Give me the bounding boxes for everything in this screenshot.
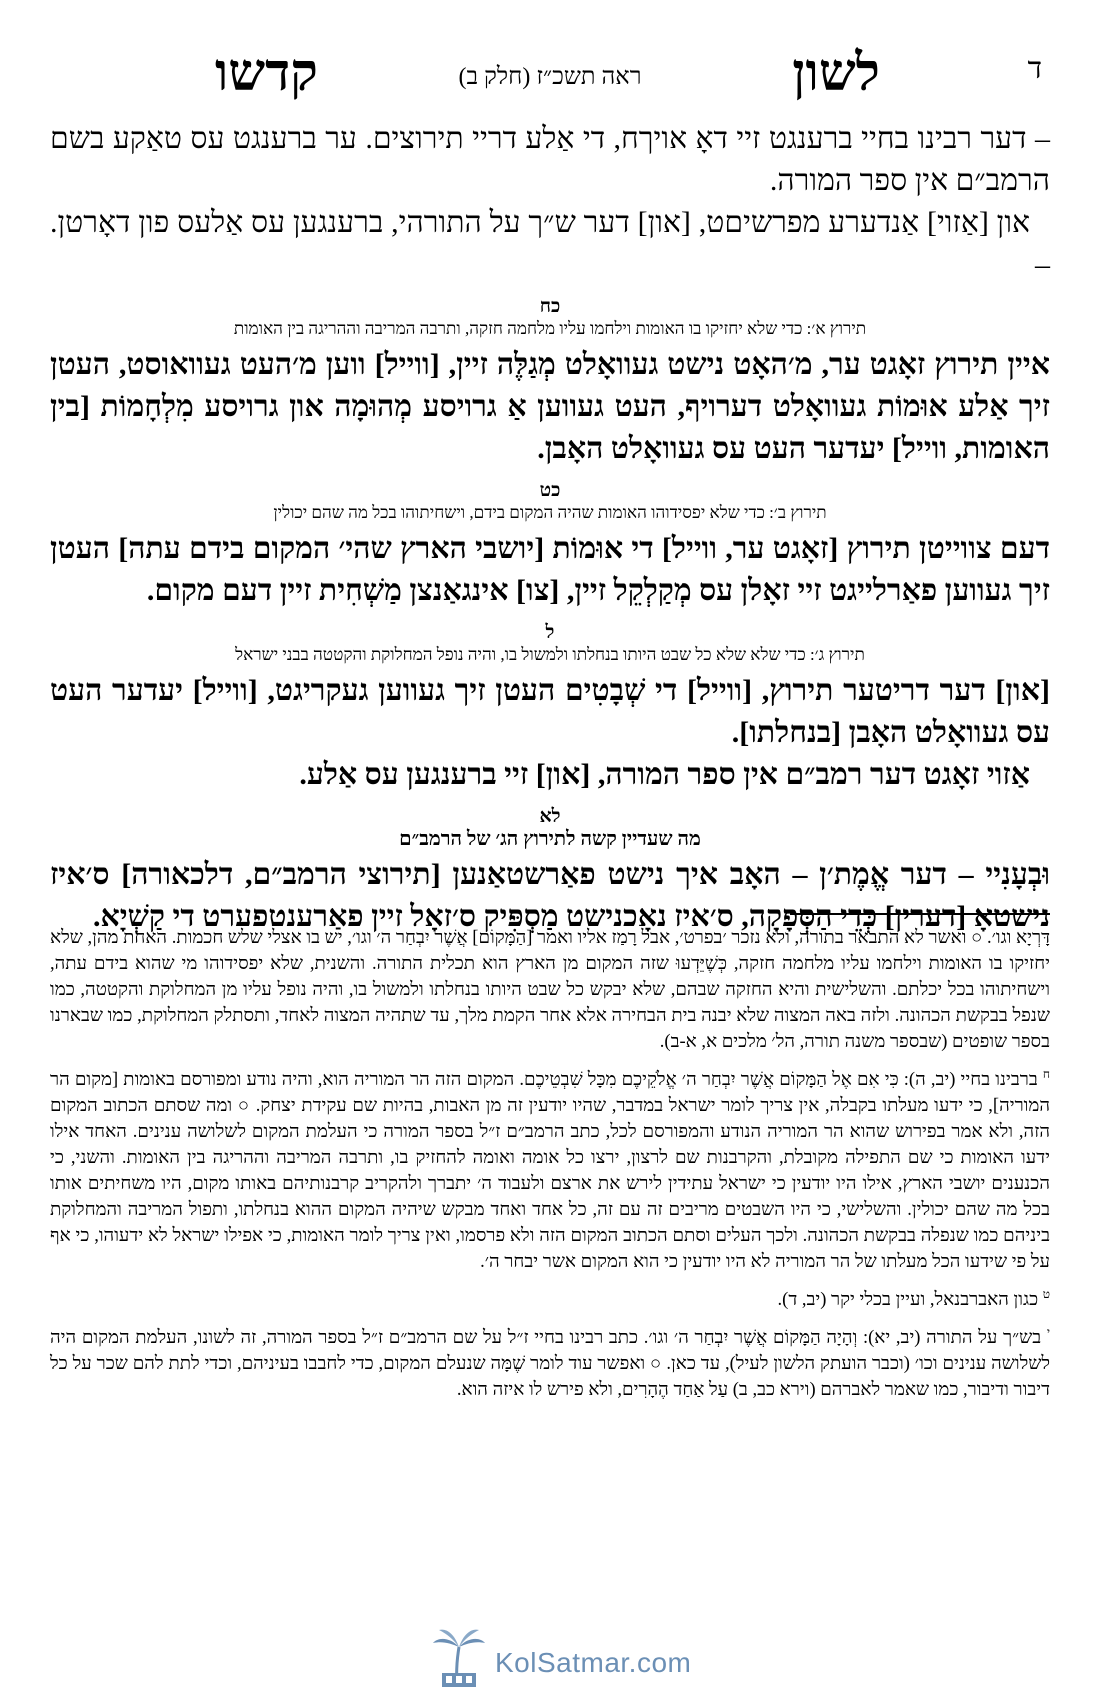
section-mark-29: כט [539,480,561,501]
palm-tree-icon [430,1625,488,1689]
section-text-30-cont: אַזוי זאָגט דער רמב״ם אין ספר המורה, [און] זיי ברענגען עס אַלע. [299,758,1030,791]
footnotes [50,925,1050,1409]
footnote-marker: ט [1042,1287,1050,1302]
section-mark-31: לא [539,806,561,827]
footnote-marker: ח [1042,1067,1051,1081]
section-text-31: וּבְעָנִיי – דער אֱמֶת׳ן – האָב איך נישט פאַרשטאַנען [תירוצי הרמב״ם, דלכאורה] ס׳איז נישטאָ [דערין] כְּדֵי הַסְּפָקָה, ס׳איז נאָכנישט מַסְפִּיק ס׳זאָל זיין פאַרענטפערט די קַשְׁיָא. [50,858,1050,933]
section-text-30: [און] דער דריטער תירוץ, [ווייל] די שְׁבָטִים העטן זיך געווען געקריגט, [ווייל] יעדער העט עס געוואָלט האָבן [בנחלתו]. [50,674,1050,749]
section-mark-28: כח [539,296,561,317]
intro-paragraph-2: און [אַזוי] אַנדערע מפרשיםט, [און] דער ש״ך על התורהי, ברענגען עס אַלעס פון דאָרטן. – [50,206,1050,281]
section-text-29: דעם צווייטן תירוץ [זאָגט ער, ווייל] די אוּמוֹת [יושבי הארץ שהי׳ המקום בידם עתה] העטן זיך געווען פאַרלייגט זיי זאָלן עס מְקַלְקֵל זיין, [צו] אינגאַנצן מַשְׁחִית זיין דעם מקום. [50,532,1050,607]
section-title-28: תירוץ א׳: כדי שלא יחזיקו בו האומות וילחמו עליו מלחמה חזקה, ותרבה המריבה וההריגה בין האומות [233,319,867,338]
footer [50,1625,1050,1695]
running-title-right: לשון [792,42,880,103]
running-subtitle: ראה תשכ״ז (חלק ב) [458,64,642,90]
footnote-text: כגון האברבנאל, ועיין בכלי יקר (יב, ד). [777,1290,1039,1311]
footnote-het [50,1061,1050,1275]
page-header [50,42,1050,112]
site-logo-text: KolSatmar.com [495,1647,692,1678]
footnote-divider [790,913,1050,915]
footnote-marker: י [1046,1325,1050,1340]
running-title-left: קדשו [215,42,318,103]
section-mark-30: ל [545,622,555,643]
page [50,0,1050,1700]
footnote-text: ברבינו בחיי (יב, ה): כִּי אִם אֶל הַמָּקוֹם אֲשֶׁר יִבְחַר ה׳ אֱלֹקֵיכֶם מִכָּל שִׁבְטֵיכֶם. המקום הזה הר המוריה הוא, והיה נודע ומפורסם באומות [מקום הר המוריה], כי ידעו מעלתו בקבלה, אין צריך לומר ישראל במדבר, שהיו יודעין זה מן האבות, בהיות שם עקידת יצחק. ○ ומה שסתם הכתוב המקום הזה, ולא אמר בפירוש שהוא הר המוריה הנודע והמפורסם לכל, כתב הרמב״ם ז״ל בספר המורה כי העלמת המקום לשלושה ענינים. האחד אילו ידעו האומות כי שם התפילה מקובלת, והקרבנות שם לרצון, ירצו כל אומה ואומה להחזיק בו, ותרבה המריבה וההריגה בין האומות. והשני, כי הכנענים יושבי הארץ, אילו היו יודעין כי ישראל עתידין לירש את ארצם ולעבוד ה׳ יתברך ולהקריב קרבנותיהם באותו מקום, היו משחיתים אותו בכל מה שהם יכולין. והשלישי, כי היו השבטים מריבים זה עם זה, כל אחד ואחד מבקש שיהיה המקום ההוא בנחלתו, ותפול המריבה והמחלוקת ביניהם כמו שנפלה בבקשת הכהונה. ולכך העלים וסתם הכתוב המקום הזה ולא פרסמו, ואין צריך לומר האומות, כי אפילו ישראל לא ידעוהו, כי אף על פי שידעו הכל מעלתו של הר המוריה לא היו יודעין כי הוא המקום אשר יבחר ה׳. [50,1070,1050,1273]
section-title-30: תירוץ ג׳: כדי שלא שלא כל שבט היותו בנחלתו ולמשול בו, והיה נופל המחלוקת והקטטה בבני ישראל [235,645,865,664]
section-title-29: תירוץ ב׳: כדי שלא יפסידוהו האומות שהיה המקום בידם, וישחיתוהו בכל מה שהם יכולין [273,503,827,522]
page-number: ד [1027,52,1042,85]
main-text [50,118,1050,938]
section-text-28: איין תירוץ זאָגט ער, מ׳האָט נישט געוואָלט מְגַלֶּה זיין, [ווייל] ווען מ׳העט געוואוסט, העטן זיך אַלע אוּמוֹת געוואָלט דערויף, העט געווען אַ גרויסע מְהוּמָה און גרויסע מִלְחָמוֹת [בין האומות, ווייל] יעדער העט עס געוואָלט האָבן. [50,348,1050,465]
section-title-31: מה שעדיין קשה לתירוץ הג׳ של הרמב״ם [399,828,701,850]
footnote-tet [50,1281,1050,1313]
footnote-yud [50,1319,1050,1403]
footnote-text: בש״ך על התורה (יב, יא): וְהָיָה הַמָּקוֹם אֲשֶׁר יִבְחַר ה׳ וגו׳. כתב רבינו בחיי ז״ל על שם הרמב״ם ז״ל בספר המורה, זה לשונו, העלמת המקום היה לשלושה ענינים וכו׳ (וכבר הועתק הלשון לעיל), עד כאן. ○ ואפשר עוד לומר שֶׁמָּה שנעלם המקום, כדי לחבבו בעיניהם, וכדי לתת להם שכר על כל דיבור ודיבור, כמו שאמר לאברהם (וירא כב, ב) עַל אַחַד הֶהָרִים, ולא פירש לו איזה הוא. [50,1328,1050,1401]
footnote-main: דָּרְיָא וגו׳. ○ ואשר לא התבאר בתורה, ולא נזכר ׳בפרט׳, אבל רָמַז אליו ואמר [הַמָּקוֹם] אֲשֶׁר יִבְחַר ה׳ וגו׳, יש בו אצלי שלש חכמות. האחת מהן, שלא יחזיקו בו האומות וילחמו עליו מלחמה חזקה, כְּשֶׁיֵּדְעוּ שזה המקום מן הארץ הוא תכלית התורה. והשנית, שלא יפסידוהו מי שהוא בידם עתה, וישחיתוהו בכל יכלתם. והשלישית והיא החזקה שבהם, שלא יבקש כל שבט היותו בנחלתו ולמשול בו, והיה נופל עליו מן המחלוקת והקטטה, כמו שנפל בבקשת הכהונה. ולזה באה המצוה שלא יבנה בית הבחירה אלא אחר הקמת מלך, עד שתהיה המצוה לאחד, ותסתלק המחלוקת, כמו שבארנו בספר שופטים (שבספר משנה תורה, הל׳ מלכים א, א-ב). [50,928,1050,1052]
intro-paragraph-1: – דער רבינו בחיי ברענגט זיי דאָ אויךח, די אַלע דריי תירוצים. ער ברענגט עס טאַקע בשם הרמב״ם אין ספר המורה. [50,122,1050,197]
